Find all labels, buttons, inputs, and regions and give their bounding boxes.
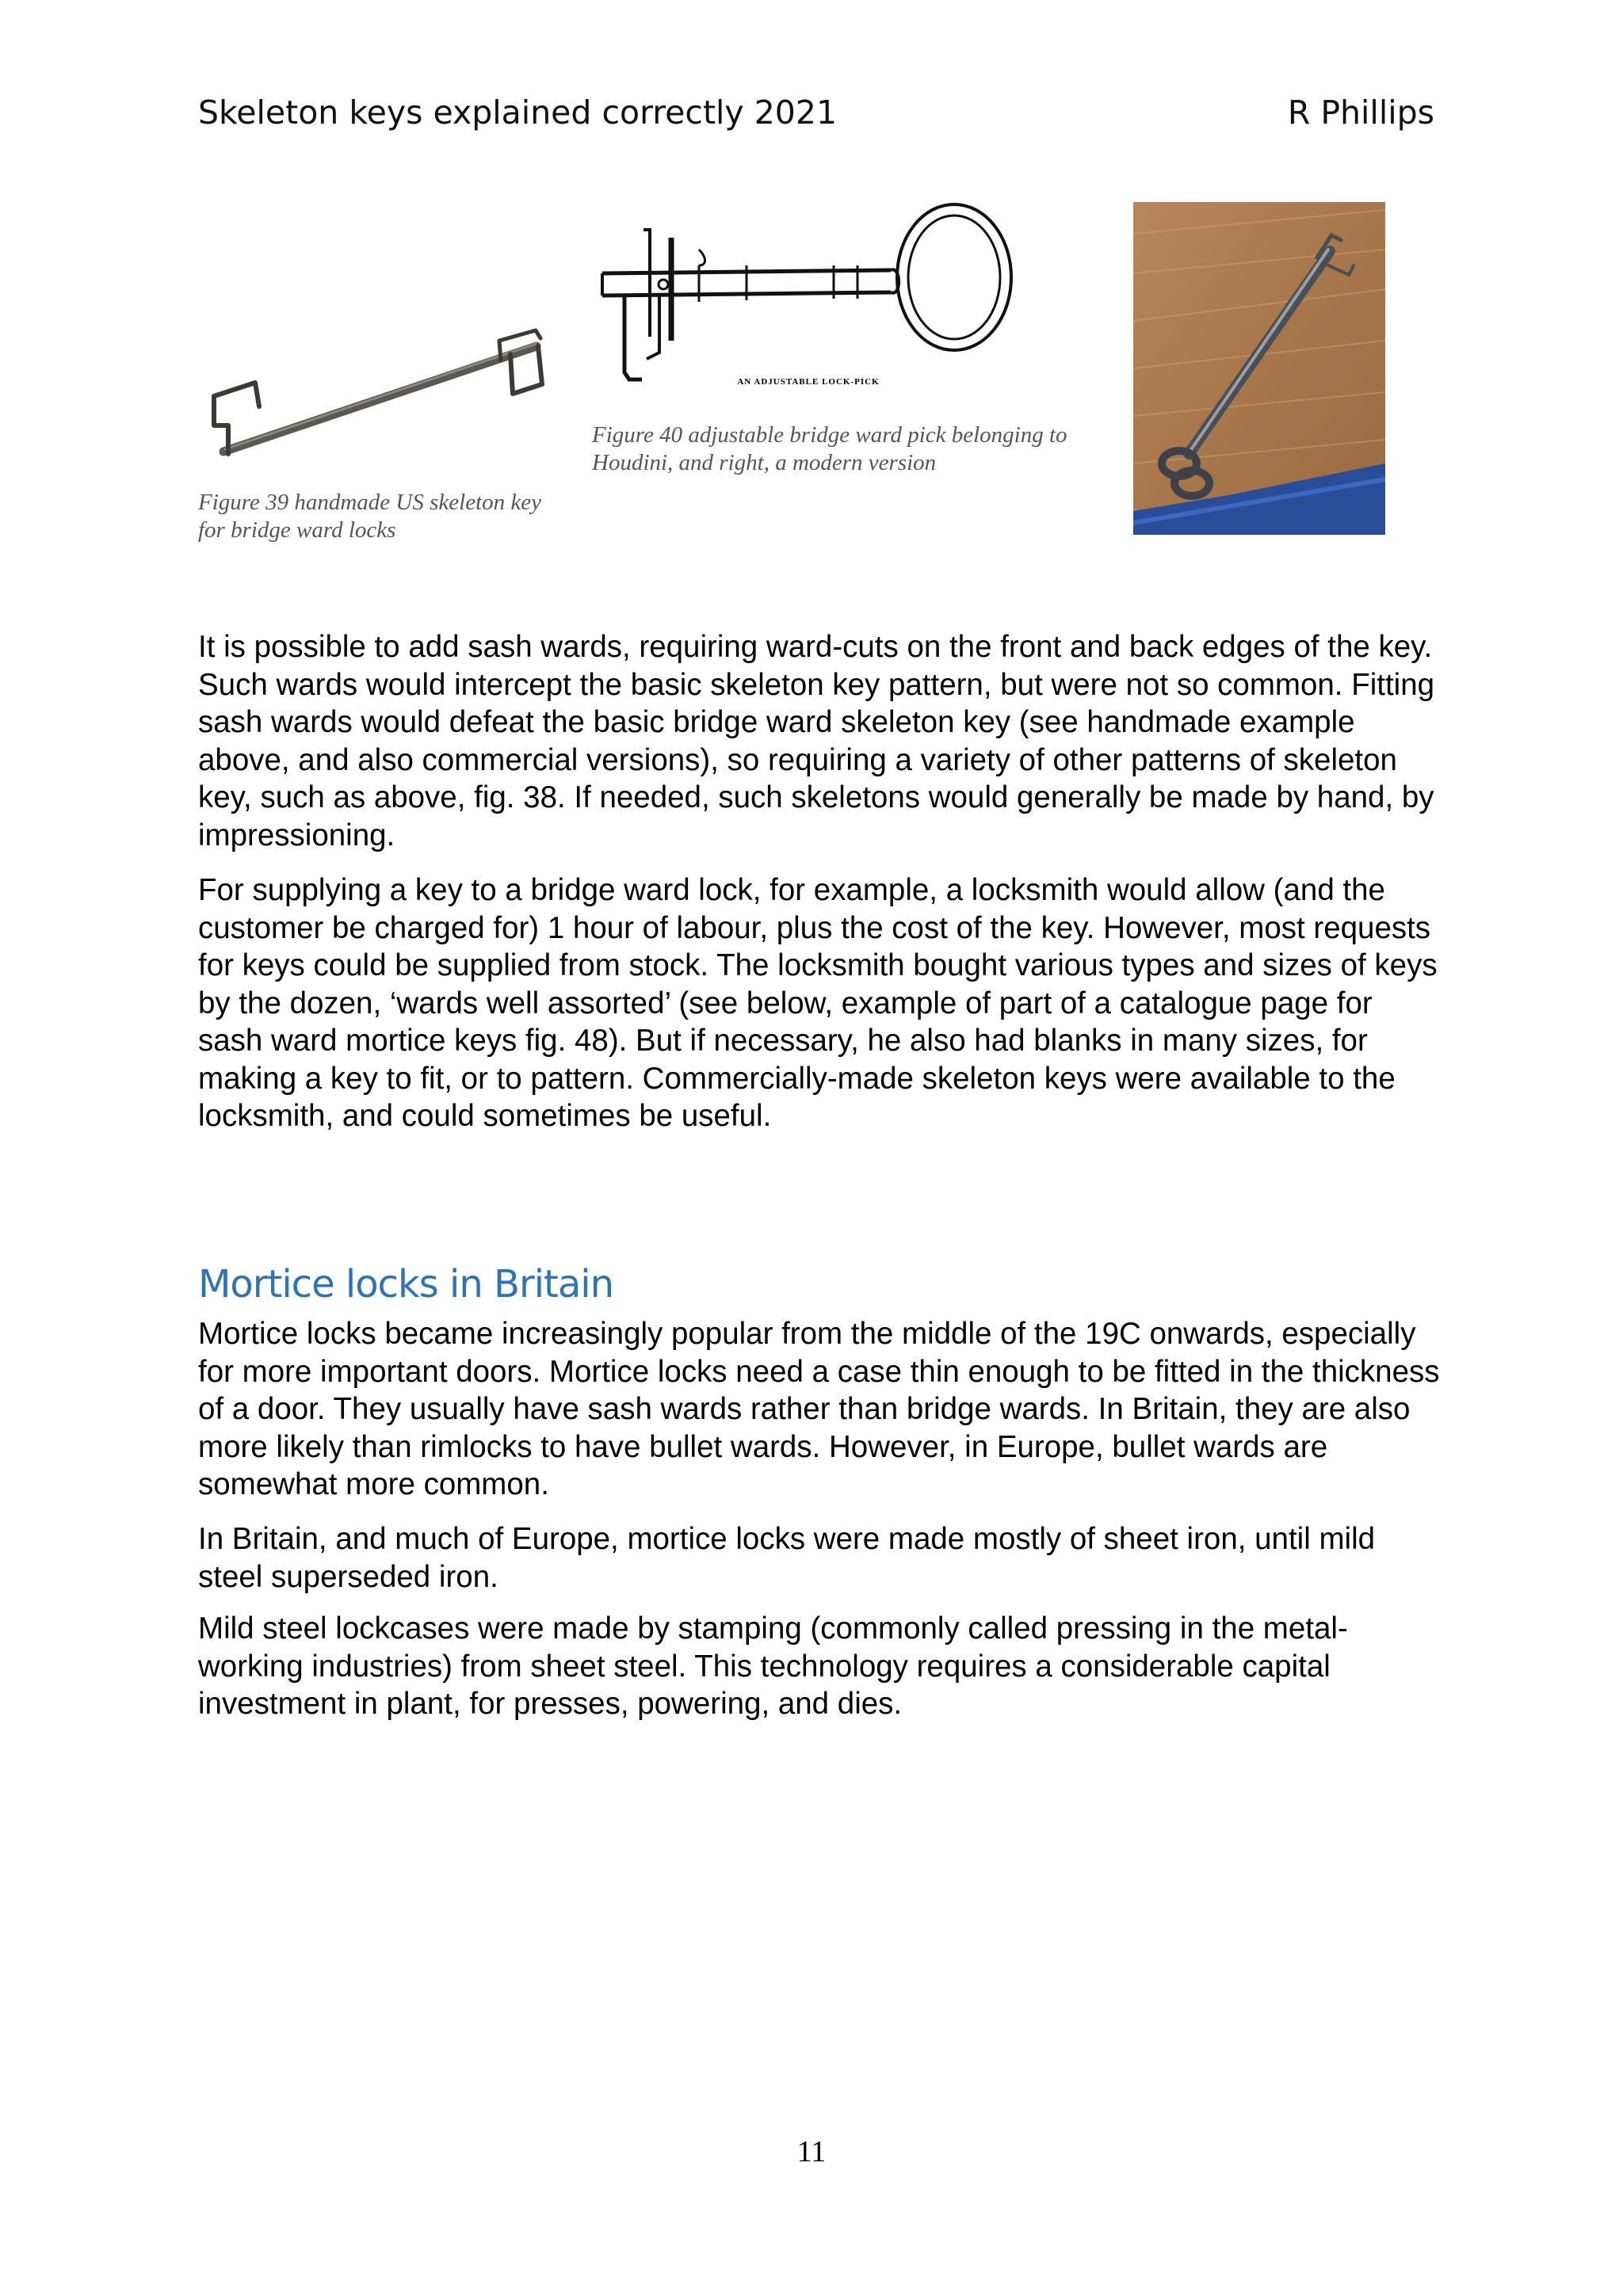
paragraph-stamping [198, 1610, 1442, 1723]
engraving-label: AN ADJUSTABLE LOCK-PICK [737, 377, 880, 387]
author-name: R Phillips [1287, 93, 1434, 132]
paragraph-supplying-keys [198, 871, 1442, 1135]
paragraph-text: Mortice locks became increasingly popular from the middle of the 19C onwards, especially for more important doors. Mortice locks need a case thin enough to be fitted in the thickness of a door. They usually have sash wards rather than bridge wards. In Britain, they are also more likely than rimlocks to have bullet wards. However, in Europe, bullet wards are somewhat more common. [198, 1317, 1440, 1501]
figure-40-caption: Figure 40 adjustable bridge ward pick belonging to Houdini, and right, a modern version [592, 422, 1067, 475]
paragraph-text: Mild steel lockcases were made by stamping (commonly called pressing in the metal-working industries) from sheet steel. This technology requires a considerable capital investment in plant, for presses, powering, and dies. [198, 1611, 1348, 1721]
paragraph-sash-wards [198, 628, 1442, 854]
paragraph-text: It is possible to add sash wards, requiring ward-cuts on the front and back edges of the key. Such wards would intercept the basic skeleton key pattern, but were not so common. Fitting sash wards would defeat the basic bridge ward skeleton key (see handmade example above, and also commercial versions), so requiring a variety of other patterns of skeleton key, such as above, fig. 38. If needed, such skeletons would generally be made by hand, by impressioning. [198, 630, 1435, 852]
handmade-skeleton-key-image [200, 305, 564, 471]
paragraph-text: For supplying a key to a bridge ward lock, for example, a locksmith would allow (and the customer be charged for) 1 hour of labour, plus the cost of the key. However, most requests for keys could be supplied from stock. The locksmith bought various types and sizes of keys by the dozen, ‘wards well assorted’ (see below, example of part of a catalogue page for sash ward mortice keys fig. 48). But if necessary, he also had blanks in many sizes, for making a key to fit, or to pattern. Commercially-made skeleton keys were available to the locksmith, and could sometimes be useful. [198, 873, 1438, 1133]
section-heading: Mortice locks in Britain [198, 1262, 614, 1306]
document-title: Skeleton keys explained correctly 2021 [198, 93, 838, 132]
paragraph-sheet-iron [198, 1520, 1442, 1596]
figure-39-caption: Figure 39 handmade US skeleton key for bridge ward locks [198, 490, 541, 543]
modern-lock-pick-photo [1133, 202, 1385, 535]
page-number: 11 [796, 2135, 827, 2168]
adjustable-lock-pick-engraving [596, 202, 1024, 400]
paragraph-text: In Britain, and much of Europe, mortice locks were made mostly of sheet iron, until mild steel superseded iron. [198, 1522, 1376, 1594]
figure-area [0, 0, 1623, 570]
paragraph-mortice-popularity [198, 1315, 1442, 1504]
